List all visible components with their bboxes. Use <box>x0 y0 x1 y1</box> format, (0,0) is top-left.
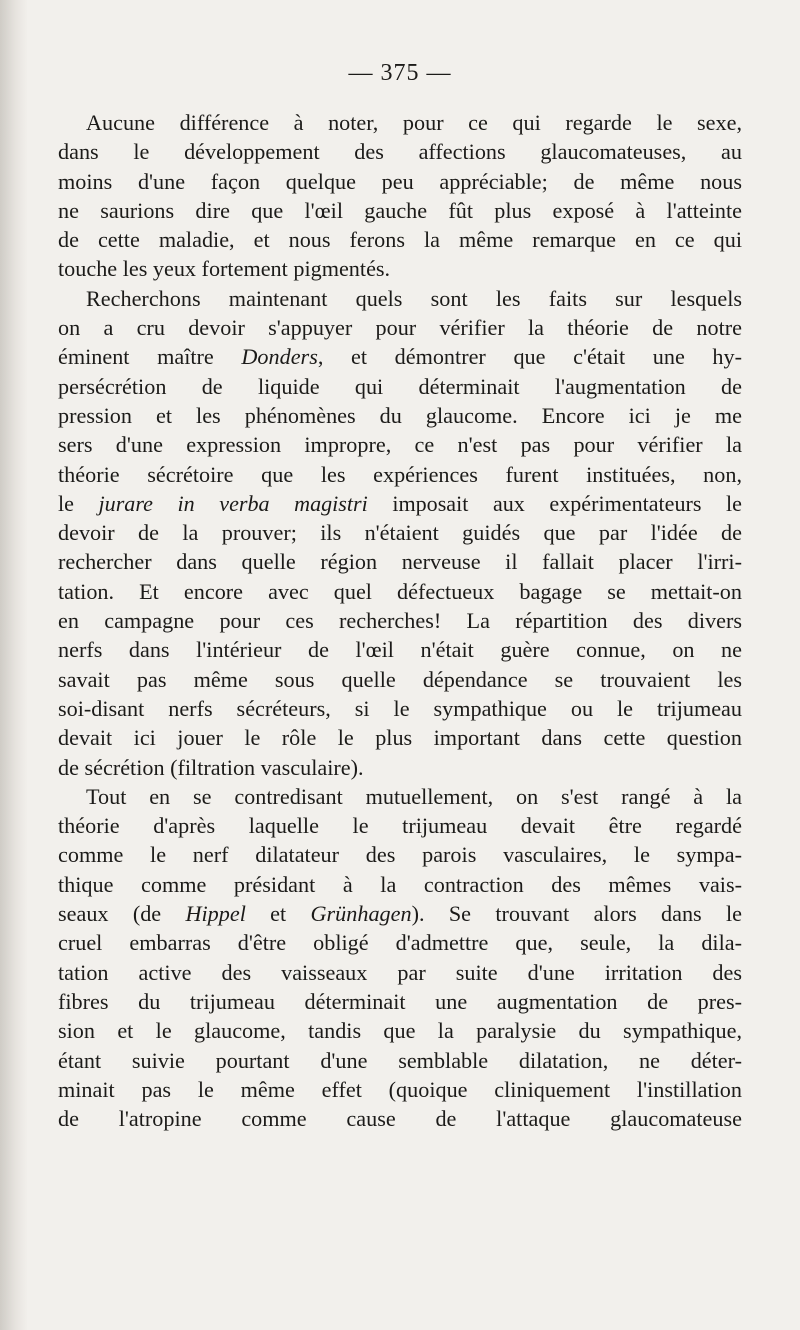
text-line: seaux (de Hippel et Grünhagen). Se trouvant alors dans le <box>58 901 742 927</box>
paragraph-3 <box>58 782 742 1134</box>
text-line: rechercher dans quelle région nerveuse il fallait placer l'irri- <box>58 549 742 575</box>
text-line: sion et le glaucome, tandis que la paralysie du sympathique, <box>58 1018 742 1044</box>
page-gutter-shadow <box>0 0 28 1330</box>
author-name-grunhagen: Grünhagen <box>310 901 412 927</box>
text-line: cruel embarras d'être obligé d'admettre que, seule, la dila- <box>58 930 742 956</box>
text-line: tation active des vaisseaux par suite d'une irritation des <box>58 959 742 985</box>
text-line: étant suivie pourtant d'une semblable dilatation, ne déter- <box>58 1047 742 1073</box>
text-line: de sécrétion (filtration vasculaire). <box>58 754 364 780</box>
text-line: de cette maladie, et nous ferons la même remarque en ce qui <box>58 227 742 253</box>
text-line: théorie sécrétoire que les expériences furent instituées, non, <box>58 461 742 487</box>
text-line: on a cru devoir s'appuyer pour vérifier la théorie de notre <box>58 315 742 341</box>
author-name-hippel: Hippel <box>185 901 246 927</box>
text-line: devoir de la prouver; ils n'étaient guidés que par l'idée de <box>58 520 742 546</box>
text-line: touche les yeux fortement pigmentés. <box>58 256 391 282</box>
text-line: Aucune différence à noter, pour ce qui regarde le sexe, <box>86 110 742 135</box>
paragraph-1 <box>58 108 742 284</box>
latin-phrase: jurare in verba magistri <box>98 490 368 516</box>
text-line: sers d'une expression impropre, ce n'est pas pour vérifier la <box>58 432 742 458</box>
text-line: fibres du trijumeau déterminait une augmentation de pres- <box>58 988 742 1014</box>
text-line: Recherchons maintenant quels sont les faits sur lesquels <box>86 285 742 311</box>
text-line: moins d'une façon quelque peu appréciable; de même nous <box>58 168 742 194</box>
text-line: Tout en se contredisant mutuellement, on s'est rangé à la <box>86 783 742 809</box>
text-line: pression et les phénomènes du glaucome. Encore ici je me <box>58 402 742 428</box>
text-line: nerfs dans l'intérieur de l'œil n'était guère connue, on ne <box>58 637 742 663</box>
text-line: minait pas le même effet (quoique cliniquement l'instillation <box>58 1076 742 1102</box>
page-number: — 375 — <box>348 60 452 86</box>
text-line: savait pas même sous quelle dépendance se trouvaient les <box>58 666 742 692</box>
text-line: de l'atropine comme cause de l'attaque glaucomateuse <box>58 1106 742 1132</box>
author-name-donders: Donders <box>241 344 318 370</box>
text-line: persécrétion de liquide qui déterminait l'augmentation de <box>58 373 742 399</box>
text-line: thique comme présidant à la contraction des mêmes vais- <box>58 871 742 897</box>
text-line: devait ici jouer le rôle le plus important dans cette question <box>58 725 742 751</box>
text-line: le jurare in verba magistri imposait aux expérimentateurs le <box>58 490 742 516</box>
paragraph-2 <box>58 284 742 782</box>
text-line: en campagne pour ces recherches! La répartition des divers <box>58 608 742 634</box>
body-text <box>58 108 742 1133</box>
text-line: éminent maître Donders, et démontrer que c'était une hy- <box>58 344 742 370</box>
text-line: théorie d'après laquelle le trijumeau devait être regardé <box>58 813 742 839</box>
text-line: tation. Et encore avec quel défectueux bagage se mettait-on <box>58 578 742 604</box>
text-line: dans le développement des affections glaucomateuses, au <box>58 139 742 165</box>
text-line: soi-disant nerfs sécréteurs, si le sympathique ou le trijumeau <box>58 695 742 721</box>
text-line: comme le nerf dilatateur des parois vasculaires, le sympa- <box>58 842 742 868</box>
text-line: ne saurions dire que l'œil gauche fût plus exposé à l'atteinte <box>58 197 742 223</box>
